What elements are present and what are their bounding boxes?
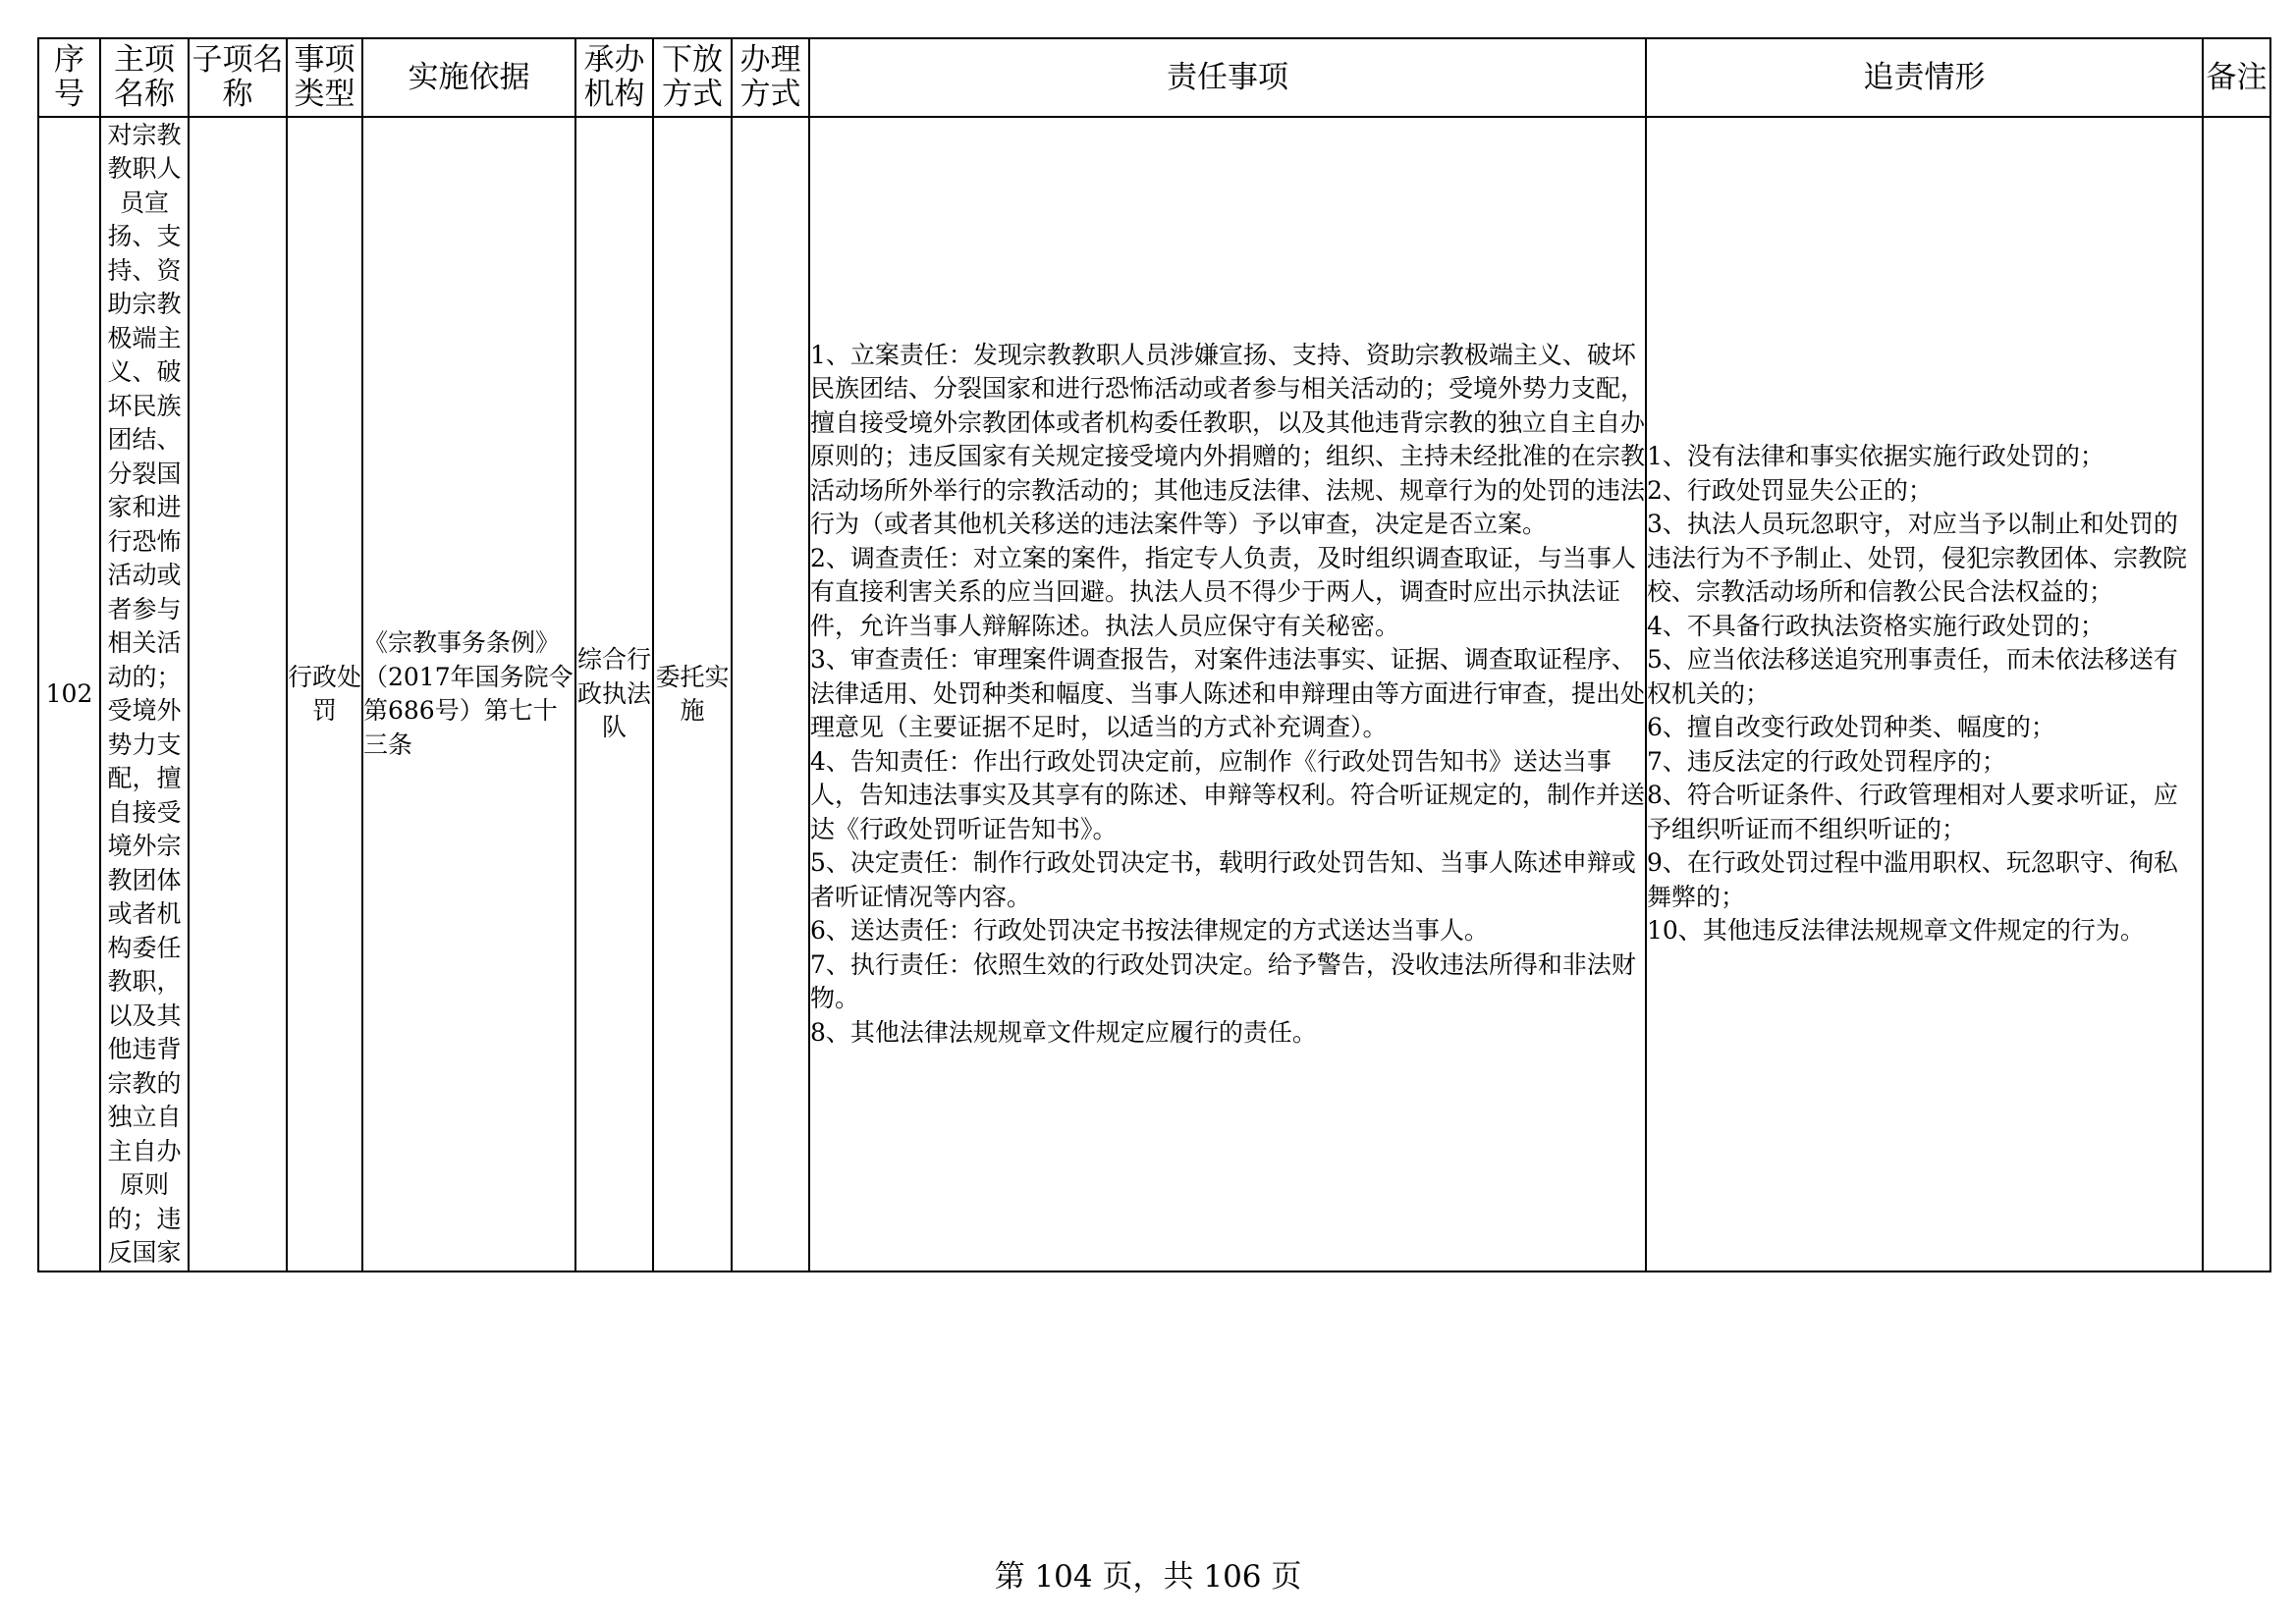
row-org: 综合行政执法队 [575, 117, 653, 1271]
accountability-item: 5、应当依法移送追究刑事责任，而未依法移送有权机关的； [1647, 645, 2178, 708]
row-accountability [1646, 117, 2203, 1271]
row-item-type: 行政处罚 [287, 117, 362, 1271]
responsibility-table [37, 37, 2271, 1272]
accountability-item: 6、擅自改变行政处罚种类、幅度的； [1647, 713, 2055, 742]
header-org: 承办机构 [575, 38, 653, 117]
responsibility-item: 1、立案责任：发现宗教教职人员涉嫌宣扬、支持、资助宗教极端主义、破坏民族团结、分裂国家和进行恐怖活动或者参与相关活动的；受境外势力支配，擅自接受境外宗教团体或者机构委任教职，以及其他违背宗教的独立自主自办原则的；违反国家有关规定接受境内外捐赠的；组织、主持未经批准的在宗教活动场所外举行的宗教活动的；其他违反法律、法规、规章行为的处罚的违法行为（或者其他机关移送的违法案件等）予以审查，决定是否立案。 [810, 340, 1646, 539]
page-footer: 第 104 页，共 106 页 [994, 1559, 1302, 1595]
accountability-item: 1、没有法律和事实依据实施行政处罚的； [1647, 442, 2105, 471]
responsibility-item: 7、执行责任：依照生效的行政处罚决定。给予警告，没收违法所得和非法财物。 [810, 949, 1636, 1013]
header-responsibility: 责任事项 [809, 38, 1646, 117]
row-responsibility [809, 117, 1646, 1271]
row-basis: 《宗教事务条例》（2017年国务院令第686号）第七十三条 [362, 117, 575, 1271]
header-basis: 实施依据 [362, 38, 575, 117]
responsibility-item: 4、告知责任：作出行政处罚决定前，应制作《行政处罚告知书》送达当事人，告知违法事实及其享有的陈述、申辩等权利。符合听证规定的，制作并送达《行政处罚听证告知书》。 [810, 746, 1646, 843]
header-main-name: 主项名称 [100, 38, 189, 117]
header-accountability: 追责情形 [1646, 38, 2203, 117]
header-item-type: 事项类型 [287, 38, 362, 117]
row-remark [2203, 117, 2270, 1271]
header-delegate: 下放方式 [653, 38, 732, 117]
header-remark: 备注 [2203, 38, 2270, 117]
accountability-item: 10、其他违反法律法规规章文件规定的行为。 [1647, 916, 2145, 946]
header-handle: 办理方式 [732, 38, 809, 117]
accountability-item: 7、违反法定的行政处罚程序的； [1647, 746, 2006, 776]
row-sub-name [189, 117, 287, 1271]
responsibility-item: 2、调查责任：对立案的案件，指定专人负责，及时组织调查取证，与当事人有直接利害关系的应当回避。执法人员不得少于两人，调查时应出示执法证件，允许当事人辩解陈述。执法人员应保守有关秘密。 [810, 543, 1636, 640]
header-row [38, 38, 2270, 117]
responsibility-item: 8、其他法律法规规章文件规定应履行的责任。 [810, 1017, 1317, 1047]
accountability-item: 9、在行政处罚过程中滥用职权、玩忽职守、徇私舞弊的； [1647, 848, 2178, 911]
row-index: 102 [38, 117, 100, 1271]
responsibility-item: 3、审查责任：审理案件调查报告，对案件违法事实、证据、调查取证程序、法律适用、处罚种类和幅度、当事人陈述和申辩理由等方面进行审查，提出处理意见（主要证据不足时，以适当的方式补充调查）。 [810, 645, 1646, 742]
accountability-item: 4、不具备行政执法资格实施行政处罚的； [1647, 611, 2105, 640]
responsibility-item: 6、送达责任：行政处罚决定书按法律规定的方式送达当事人。 [810, 916, 1489, 946]
header-sub-name: 子项名称 [189, 38, 287, 117]
accountability-item: 2、行政处罚显失公正的； [1647, 475, 1933, 505]
accountability-item: 8、符合听证条件、行政管理相对人要求听证，应予组织听证而不组织听证的； [1647, 781, 2178, 843]
row-delegate: 委托实施 [653, 117, 732, 1271]
table-row [38, 117, 2270, 1271]
header-index: 序号 [38, 38, 100, 117]
accountability-item: 3、执法人员玩忽职守，对应当予以制止和处罚的违法行为不予制止、处罚，侵犯宗教团体、宗教院校、宗教活动场所和信教公民合法权益的； [1647, 510, 2188, 607]
row-handle [732, 117, 809, 1271]
responsibility-item: 5、决定责任：制作行政处罚决定书，载明行政处罚告知、当事人陈述申辩或者听证情况等内容。 [810, 848, 1636, 911]
row-main-name: 对宗教教职人员宣扬、支持、资助宗教极端主义、破坏民族团结、分裂国家和进行恐怖活动或者参与相关活动的；受境外势力支配，擅自接受境外宗教团体或者机构委任教职，以及其他违背宗教的独立自主自办原则的；违反国家 [100, 117, 189, 1271]
